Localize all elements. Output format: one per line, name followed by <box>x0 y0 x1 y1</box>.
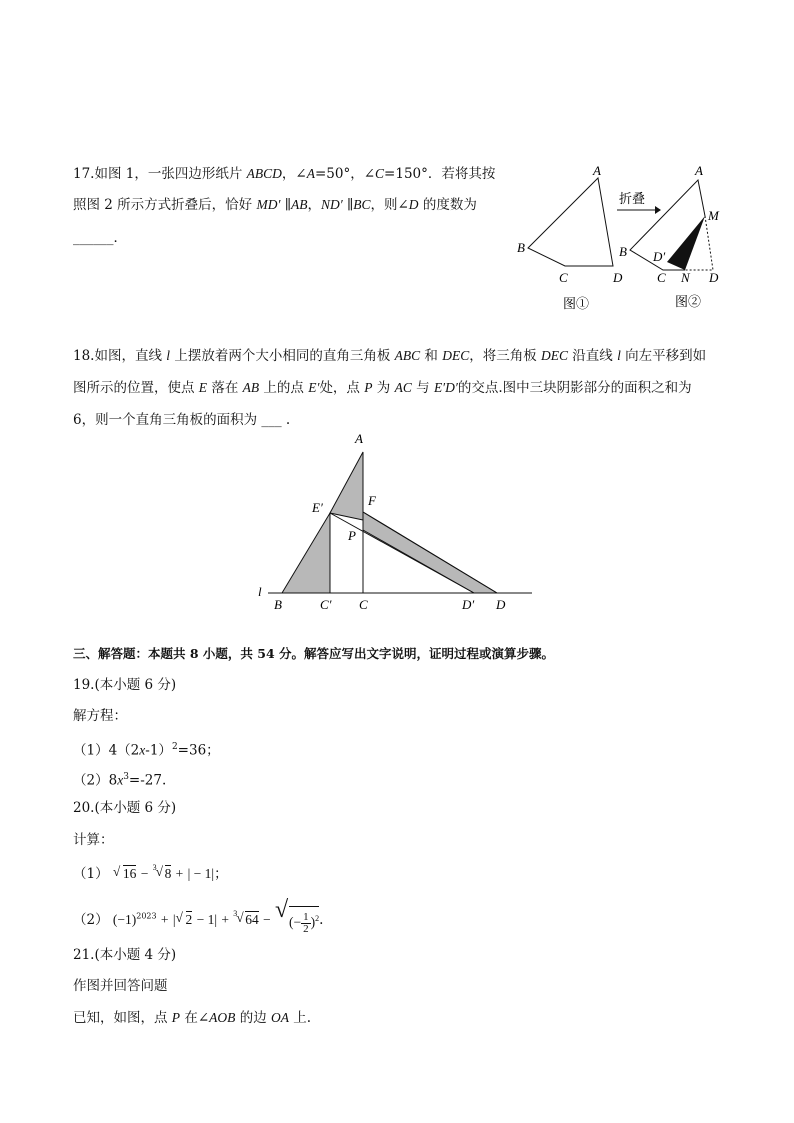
label-cp: C′ <box>320 597 332 612</box>
q17-text: ，∠ <box>281 166 307 182</box>
q17-text: =50°，∠ <box>314 166 376 182</box>
radical-sign-icon: √ <box>236 909 244 925</box>
q19-part-1 <box>73 737 220 761</box>
q18-text: 与 <box>411 380 434 396</box>
q18-seg-ed: E′D′ <box>433 380 458 395</box>
q20-op: − <box>140 866 149 881</box>
q18-tri-dec: DEC <box>442 348 470 363</box>
q21-text: 在∠ <box>180 1010 210 1026</box>
q20-part-2 <box>73 897 324 935</box>
label-d: D <box>496 597 506 612</box>
label-a: A <box>355 431 363 446</box>
fig2-shaded-flap <box>667 216 705 270</box>
q17-parallel: ∥ <box>280 197 291 213</box>
q20-square-exp: 2 <box>315 914 320 923</box>
shaded-left-triangle <box>282 513 330 593</box>
q20-text: ； <box>214 866 228 882</box>
q17-text: 的度数为 <box>418 197 477 213</box>
radical-sign-icon: √ <box>274 897 289 923</box>
q21-text: 已知，如图，点 <box>73 1010 172 1026</box>
q20-big-radicand <box>289 906 319 935</box>
q19-var-x: x <box>139 742 146 758</box>
q18-text: 上摆放着两个大小相同的直角三角板 <box>170 348 395 364</box>
q18-text: 18.如图，直线 <box>73 348 167 364</box>
q17-line-2 <box>73 195 477 215</box>
fig2-caption: 图② <box>675 294 702 309</box>
fig2-label-d: D <box>709 270 719 285</box>
q18-tri-abc: ABC <box>394 348 421 363</box>
root-index: 3 <box>152 863 157 872</box>
q21-title: 21.(本小题 4 分) <box>73 947 177 963</box>
q17-angle-d: D <box>408 197 419 212</box>
fig1-label-b: B <box>517 240 525 255</box>
q19-text: =-27. <box>128 772 167 789</box>
q19-part-2 <box>73 767 166 791</box>
fig1-label-d: D <box>613 270 623 285</box>
q20-power-exp: 2023 <box>136 911 157 921</box>
q20-op: + <box>160 911 169 927</box>
q21-text: 上. <box>289 1010 312 1026</box>
q19-text: （1）4（2 <box>73 742 140 759</box>
q18-figure <box>250 428 550 618</box>
q20-radicand: 2 <box>185 911 193 927</box>
q20-fraction <box>301 912 311 935</box>
q19-var-x: x <box>117 772 124 788</box>
q19-text: =36； <box>177 742 220 759</box>
q20-p2-sqrt <box>176 910 193 930</box>
q18-line-3: 6，则一个直角三角板的面积为 ___ . <box>73 412 291 428</box>
q18-text: 处，点 <box>319 380 365 396</box>
q17-figures <box>505 158 745 318</box>
q20-paren: (− <box>288 914 302 930</box>
q17-text: ， <box>307 197 321 213</box>
q17-text: =150°．若将其按 <box>384 166 496 182</box>
q18-text: 沿直线 <box>568 348 618 364</box>
q20-radicand: 8 <box>164 866 172 881</box>
q20-p2-cbrt <box>233 910 259 930</box>
q20-abs: | − 1| <box>187 866 215 881</box>
q19-title: 19.(本小题 6 分) <box>73 677 177 693</box>
shaded-top-triangle <box>330 452 363 520</box>
q18-point-e: E <box>198 380 208 395</box>
q20-power-base: (−1) <box>112 911 137 927</box>
q18-text: 为 <box>372 380 395 396</box>
seg-f-d <box>363 512 497 593</box>
q17-seg-ab: AB <box>290 197 308 212</box>
q19-exponent: 3 <box>123 772 129 782</box>
fig1-label-c: C <box>559 270 568 285</box>
label-ep: E′ <box>312 500 323 515</box>
radical-sign-icon: √ <box>112 864 121 879</box>
q18-text: 落在 <box>207 380 243 396</box>
radical-sign-icon: √ <box>175 909 183 925</box>
q20-frac-den: 2 <box>303 922 309 935</box>
label-b: B <box>274 597 282 612</box>
q19-instruction: 解方程： <box>73 708 127 724</box>
q18-line-l: l <box>617 348 621 363</box>
q18-text: 上的点 <box>259 380 309 396</box>
q20-p1-cbrt <box>153 864 172 884</box>
q18-text: 的交点.图中三块阴影部分的面积之和为 <box>457 380 692 396</box>
q18-text: ，将三角板 <box>469 348 542 364</box>
q17-text: ，则∠ <box>370 197 409 213</box>
q18-seg-ab: AB <box>242 380 260 395</box>
q18-text: 和 <box>420 348 443 364</box>
q17-line-1 <box>73 164 495 184</box>
q21-angle-aob: AOB <box>209 1010 236 1025</box>
q17-seg-md: MD′ <box>256 197 281 212</box>
q19-exponent: 2 <box>171 742 178 752</box>
q20-frac-num: 1 <box>303 910 309 923</box>
q18-text: 向左平移到如 <box>620 348 707 364</box>
root-index: 3 <box>233 908 238 918</box>
fig1-label-a: A <box>593 163 601 178</box>
q21-line <box>73 1008 311 1028</box>
seg-ep-dp <box>330 513 474 593</box>
q20-op: + <box>221 911 229 927</box>
q17-angle-a: A <box>306 166 315 181</box>
fig2-label-n: N <box>681 270 690 285</box>
q20-text: . <box>319 911 324 928</box>
fig2-label-m: M <box>708 208 719 223</box>
q20-radicand: 64 <box>245 911 259 927</box>
q20-part-label: （2） <box>73 911 109 928</box>
fig2-label-b: B <box>619 244 627 259</box>
q17-parallel: ∥ <box>342 197 354 213</box>
q20-radicand: 16 <box>122 866 137 881</box>
label-c: C <box>359 597 368 612</box>
label-dp: D′ <box>462 597 475 612</box>
q20-op: + <box>175 866 184 881</box>
fig2-label-dp: D′ <box>653 249 666 264</box>
q18-point-ep: E′ <box>308 380 320 395</box>
q17-seg-bc: BC <box>353 197 371 212</box>
section-3-header: 三、解答题：本题共 8 小题，共 54 分。解答应写出文字说明，证明过程或演算步骤。 <box>73 646 555 661</box>
fold-label: 折叠 <box>619 191 646 206</box>
label-f: F <box>368 493 376 508</box>
q17-text: 照图 2 所示方式折叠后，恰好 <box>73 197 257 213</box>
q20-abs-bar: | <box>172 911 176 927</box>
radical-sign-icon: √ <box>155 864 164 879</box>
q18-point-p: P <box>364 380 373 395</box>
q21-side-oa: OA <box>271 1010 289 1025</box>
label-p: P <box>348 528 356 543</box>
q18-line-l: l <box>166 348 171 363</box>
q17-seg-nd: ND′ <box>320 197 343 212</box>
q21-point-p: P <box>171 1010 181 1025</box>
q20-title: 20.(本小题 6 分) <box>73 800 177 816</box>
q19-text: -1） <box>145 742 172 759</box>
q20-instruction: 计算： <box>73 832 114 848</box>
q20-op: − <box>263 911 271 927</box>
fig1-caption: 图① <box>563 296 590 311</box>
q18-text: 图所示的位置，使点 <box>73 380 199 396</box>
q20-abs-bar: − 1| <box>196 911 218 927</box>
q21-text: 的边 <box>235 1010 271 1026</box>
q19-text: （2）8 <box>73 772 118 789</box>
q17-quad-name: ABCD <box>246 166 282 181</box>
q18-seg-ac: AC <box>394 380 412 395</box>
q21-instruction: 作图并回答问题 <box>73 978 168 994</box>
fig2-label-a: A <box>695 163 703 178</box>
q20-paren: ) <box>310 914 316 930</box>
q17-answer-blank: ______． <box>73 230 127 246</box>
fold-arrowhead-icon <box>655 206 661 214</box>
fig1-quadrilateral <box>528 178 613 266</box>
q17-text: 17.如图 1，一张四边形纸片 <box>73 166 247 182</box>
q18-tri-dec: DEC <box>541 348 569 363</box>
q20-part-label: （1） <box>73 866 109 882</box>
q20-part-1 <box>73 864 228 884</box>
q18-line-1 <box>73 346 706 366</box>
label-l: l <box>258 584 262 599</box>
fig2-label-c: C <box>657 270 666 285</box>
q17-angle-c: C <box>375 166 385 181</box>
q18-line-2 <box>73 378 692 398</box>
q20-p1-sqrt <box>113 864 137 884</box>
q20-p2-big-sqrt <box>274 897 320 935</box>
